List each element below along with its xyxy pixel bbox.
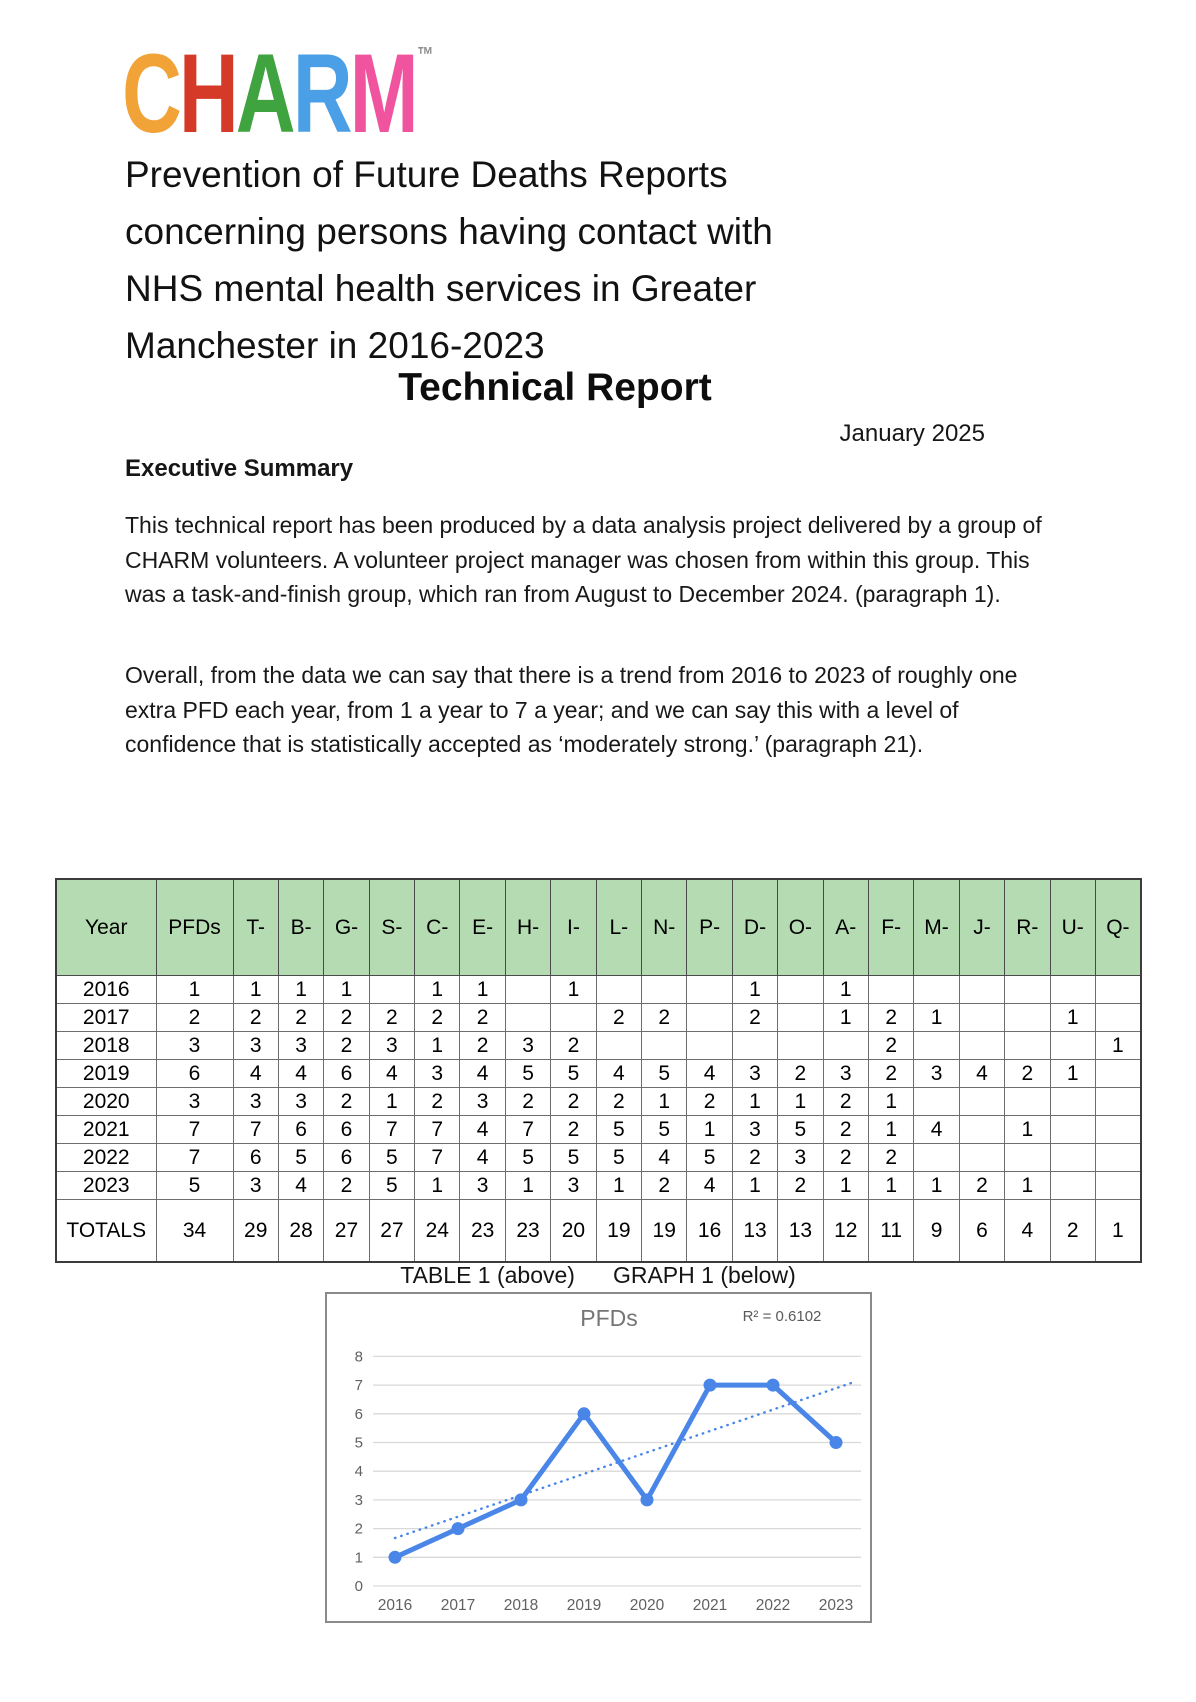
table-cell: 2 — [324, 1004, 369, 1032]
table-cell: 11 — [868, 1200, 913, 1263]
column-header: F- — [868, 879, 913, 976]
table-cell: 27 — [324, 1200, 369, 1263]
table-cell — [959, 1032, 1004, 1060]
table-row — [56, 1060, 1141, 1088]
table-cell: 19 — [596, 1200, 641, 1263]
table-cell: 2 — [1050, 1200, 1095, 1263]
table-cell: 2 — [596, 1004, 641, 1032]
table-cell: 4 — [687, 1172, 732, 1200]
table-cell — [914, 1032, 959, 1060]
data-point-marker — [389, 1551, 402, 1564]
title-line: concerning persons having contact with — [125, 211, 773, 252]
table-cell: 2 — [732, 1144, 777, 1172]
table-cell: 4 — [460, 1144, 505, 1172]
table-cell: 5 — [156, 1172, 233, 1200]
table-cell: 2023 — [56, 1172, 156, 1200]
table-cell: 6 — [233, 1144, 278, 1172]
table-row — [56, 1116, 1141, 1144]
table-cell — [1050, 1144, 1095, 1172]
table-cell: 1 — [415, 976, 460, 1004]
table-cell: 3 — [460, 1172, 505, 1200]
table-cell: 1 — [732, 1088, 777, 1116]
table-cell: 5 — [551, 1060, 596, 1088]
table-cell: 1 — [505, 1172, 550, 1200]
table-cell — [1095, 1144, 1140, 1172]
table-cell — [823, 1032, 868, 1060]
table-cell: 2 — [823, 1116, 868, 1144]
table-cell: 2 — [1005, 1060, 1050, 1088]
table-cell: 2 — [156, 1004, 233, 1032]
logo-letter: H — [178, 31, 236, 156]
table-cell — [914, 976, 959, 1004]
data-point-marker — [767, 1379, 780, 1392]
column-header: Year — [56, 879, 156, 976]
table-cell: 2 — [823, 1088, 868, 1116]
table-cell: 1 — [732, 1172, 777, 1200]
table-cell: 7 — [505, 1116, 550, 1144]
column-header: N- — [642, 879, 687, 976]
table-cell: 2021 — [56, 1116, 156, 1144]
table-cell — [1005, 976, 1050, 1004]
column-header: B- — [278, 879, 323, 976]
table-cell: 4 — [914, 1116, 959, 1144]
table-cell — [959, 1004, 1004, 1032]
table-cell: 5 — [596, 1144, 641, 1172]
column-header: C- — [415, 879, 460, 976]
table-cell: 2 — [642, 1004, 687, 1032]
table-cell: 5 — [369, 1144, 414, 1172]
table-cell: 2 — [415, 1088, 460, 1116]
y-axis-tick-label: 3 — [354, 1491, 363, 1509]
x-axis-tick-label: 2017 — [440, 1597, 476, 1614]
table-cell: 3 — [156, 1088, 233, 1116]
y-axis-tick-label: 0 — [354, 1578, 363, 1595]
table-cell: 2016 — [56, 976, 156, 1004]
table-cell: 4 — [596, 1060, 641, 1088]
document-subtitle: Technical Report — [398, 366, 712, 409]
table-cell: 23 — [505, 1200, 550, 1263]
table-cell: 6 — [156, 1060, 233, 1088]
table-cell: 1 — [551, 976, 596, 1004]
table-row — [56, 976, 1141, 1004]
table-caption-label: TABLE 1 (above) — [400, 1262, 575, 1288]
table-cell: 4 — [278, 1060, 323, 1088]
table-cell: 4 — [369, 1060, 414, 1088]
table-cell — [1050, 1172, 1095, 1200]
table-cell: 1 — [823, 1004, 868, 1032]
column-header: L- — [596, 879, 641, 976]
table-cell — [551, 1004, 596, 1032]
table-cell: 6 — [324, 1116, 369, 1144]
table-cell: 6 — [278, 1116, 323, 1144]
table-cell: 6 — [324, 1060, 369, 1088]
data-point-marker — [578, 1407, 591, 1420]
table-cell: 12 — [823, 1200, 868, 1263]
table-cell — [914, 1144, 959, 1172]
table-cell: 1 — [596, 1172, 641, 1200]
table-cell — [687, 1004, 732, 1032]
table-cell: 2 — [642, 1172, 687, 1200]
title-line: Manchester in 2016-2023 — [125, 325, 545, 366]
table-cell: 1 — [868, 1088, 913, 1116]
table-cell: 5 — [551, 1144, 596, 1172]
y-axis-tick-label: 1 — [354, 1549, 363, 1567]
executive-summary-heading: Executive Summary — [125, 455, 354, 482]
table-cell: 24 — [415, 1200, 460, 1263]
table-cell: 2 — [778, 1172, 823, 1200]
table-cell — [1005, 1032, 1050, 1060]
y-axis-tick-label: 2 — [354, 1520, 363, 1538]
table-cell: 2 — [551, 1116, 596, 1144]
table-cell: 1 — [823, 976, 868, 1004]
document-title — [125, 146, 1025, 374]
table-cell: 2 — [278, 1004, 323, 1032]
table-cell — [687, 976, 732, 1004]
x-axis-tick-label: 2021 — [692, 1597, 728, 1614]
table-cell: 1 — [460, 976, 505, 1004]
table-graph-caption — [0, 1262, 1196, 1289]
table-cell: 1 — [687, 1116, 732, 1144]
table-cell: 1 — [1050, 1004, 1095, 1032]
table-cell: 2 — [959, 1172, 1004, 1200]
pfds-line-chart — [327, 1294, 870, 1621]
table-cell: 3 — [823, 1060, 868, 1088]
table-cell: 3 — [914, 1060, 959, 1088]
table-cell — [1005, 1004, 1050, 1032]
table-cell: 2 — [868, 1060, 913, 1088]
table-cell — [778, 1032, 823, 1060]
table-cell: 2 — [868, 1144, 913, 1172]
logo-letter: M — [349, 31, 416, 156]
table-cell: 3 — [415, 1060, 460, 1088]
column-header: S- — [369, 879, 414, 976]
table-cell: 1 — [1095, 1032, 1140, 1060]
table-cell — [505, 1004, 550, 1032]
report-date: January 2025 — [839, 420, 985, 447]
table-cell: 3 — [505, 1032, 550, 1060]
table-cell: 1 — [823, 1172, 868, 1200]
data-point-marker — [452, 1522, 465, 1535]
table-cell: 20 — [551, 1200, 596, 1263]
table-cell: 1 — [914, 1004, 959, 1032]
table-cell: 5 — [596, 1116, 641, 1144]
trendline — [395, 1383, 851, 1538]
column-header: H- — [505, 879, 550, 976]
table-cell: 5 — [687, 1144, 732, 1172]
table-cell: 4 — [642, 1144, 687, 1172]
table-cell: 5 — [778, 1116, 823, 1144]
data-point-marker — [515, 1493, 528, 1506]
table-cell: 4 — [1005, 1200, 1050, 1263]
table-cell: TOTALS — [56, 1200, 156, 1263]
summary-paragraph-2: Overall, from the data we can say that there is a trend from 2016 to 2023 of roughly one extra PFD each year, from 1 a year to 7 a year; and we can say this with a level of confidence that is statistically accepted as ‘moderately strong.’ (paragraph 21). — [125, 662, 1018, 757]
table-cell — [505, 976, 550, 1004]
table-cell: 2 — [778, 1060, 823, 1088]
table-cell: 23 — [460, 1200, 505, 1263]
table-cell: 1 — [415, 1172, 460, 1200]
graph-1 — [325, 1292, 872, 1623]
table-cell: 2 — [551, 1088, 596, 1116]
table-cell — [868, 976, 913, 1004]
table-cell — [778, 976, 823, 1004]
table-cell — [1095, 976, 1140, 1004]
table-cell — [596, 976, 641, 1004]
table-cell: 2 — [415, 1004, 460, 1032]
column-header: Q- — [1095, 879, 1140, 976]
table-cell: 5 — [505, 1060, 550, 1088]
table-cell: 34 — [156, 1200, 233, 1263]
table-cell: 19 — [642, 1200, 687, 1263]
table-cell: 2 — [369, 1004, 414, 1032]
table-cell: 1 — [778, 1088, 823, 1116]
table-cell: 6 — [324, 1144, 369, 1172]
x-axis-tick-label: 2018 — [503, 1597, 539, 1614]
column-header: M- — [914, 879, 959, 976]
table-row — [56, 1004, 1141, 1032]
table-cell: 2 — [551, 1032, 596, 1060]
table-cell: 1 — [1005, 1116, 1050, 1144]
y-axis-tick-label: 4 — [354, 1463, 363, 1481]
column-header: I- — [551, 879, 596, 976]
column-header: J- — [959, 879, 1004, 976]
table-cell — [914, 1088, 959, 1116]
table-cell — [1050, 1116, 1095, 1144]
column-header: E- — [460, 879, 505, 976]
x-axis-tick-label: 2022 — [755, 1597, 791, 1614]
table-cell — [959, 1144, 1004, 1172]
table-1 — [55, 878, 1142, 1263]
table-cell: 2 — [460, 1004, 505, 1032]
table-cell — [1095, 1172, 1140, 1200]
table-cell: 7 — [415, 1144, 460, 1172]
table-cell — [732, 1032, 777, 1060]
table-row — [56, 1172, 1141, 1200]
table-cell: 4 — [959, 1060, 1004, 1088]
table-cell: 13 — [732, 1200, 777, 1263]
table-cell: 1 — [278, 976, 323, 1004]
r-squared-label: R² = 0.6102 — [742, 1308, 822, 1325]
y-axis-tick-label: 7 — [354, 1377, 363, 1395]
table-row — [56, 1144, 1141, 1172]
table-cell: 1 — [914, 1172, 959, 1200]
table-cell: 3 — [156, 1032, 233, 1060]
table-cell: 1 — [156, 976, 233, 1004]
table-cell: 2 — [687, 1088, 732, 1116]
logo-letter: A — [235, 31, 293, 156]
table-cell: 3 — [278, 1088, 323, 1116]
table-cell: 4 — [687, 1060, 732, 1088]
table-cell: 5 — [505, 1144, 550, 1172]
table-cell: 4 — [233, 1060, 278, 1088]
table-cell: 3 — [732, 1060, 777, 1088]
table-cell: 1 — [369, 1088, 414, 1116]
table-row — [56, 1032, 1141, 1060]
table-cell: 2 — [233, 1004, 278, 1032]
table-cell: 7 — [369, 1116, 414, 1144]
table-cell: 7 — [415, 1116, 460, 1144]
y-axis-tick-label: 6 — [354, 1405, 363, 1423]
table-cell: 2017 — [56, 1004, 156, 1032]
table-cell — [1050, 1032, 1095, 1060]
table-body — [56, 976, 1141, 1263]
table-cell: 3 — [732, 1116, 777, 1144]
table-cell — [959, 1116, 1004, 1144]
table-cell: 2 — [823, 1144, 868, 1172]
table-cell: 1 — [415, 1032, 460, 1060]
table-cell — [1050, 976, 1095, 1004]
table-cell: 13 — [778, 1200, 823, 1263]
table-cell: 5 — [642, 1060, 687, 1088]
table-cell — [959, 1088, 1004, 1116]
column-header: U- — [1050, 879, 1095, 976]
column-header: R- — [1005, 879, 1050, 976]
table-cell: 1 — [732, 976, 777, 1004]
table-cell: 1 — [1005, 1172, 1050, 1200]
data-point-marker — [641, 1493, 654, 1506]
table-cell: 3 — [233, 1088, 278, 1116]
column-header: D- — [732, 879, 777, 976]
table-cell: 2 — [324, 1172, 369, 1200]
table-cell: 2 — [324, 1088, 369, 1116]
table-cell: 1 — [1095, 1200, 1140, 1263]
table-cell: 3 — [278, 1032, 323, 1060]
summary-paragraph-1: This technical report has been produced by a data analysis project delivered by a group of CHARM volunteers. A volunteer project manager was chosen from within this group. This was a task-and-finish group, which ran from August to December 2024. (paragraph 1). — [125, 512, 1042, 607]
table-cell: 3 — [778, 1144, 823, 1172]
table-cell: 3 — [460, 1088, 505, 1116]
column-header: T- — [233, 879, 278, 976]
table-cell: 7 — [156, 1144, 233, 1172]
graph-caption-label: GRAPH 1 (below) — [612, 1262, 796, 1288]
chart-title: PFDs — [580, 1305, 638, 1331]
table-cell: 5 — [369, 1172, 414, 1200]
table-cell: 29 — [233, 1200, 278, 1263]
table-cell: 16 — [687, 1200, 732, 1263]
table-cell: 2022 — [56, 1144, 156, 1172]
column-header: O- — [778, 879, 823, 976]
trademark-symbol: ™ — [417, 42, 431, 67]
charm-logo-letters — [122, 31, 431, 156]
x-axis-tick-label: 2020 — [629, 1597, 665, 1614]
table-cell — [596, 1032, 641, 1060]
table-cell — [1095, 1116, 1140, 1144]
table-cell: 3 — [369, 1032, 414, 1060]
table-cell: 1 — [324, 976, 369, 1004]
table-cell: 2018 — [56, 1032, 156, 1060]
title-line: NHS mental health services in Greater — [125, 268, 757, 309]
table-cell: 1 — [1050, 1060, 1095, 1088]
table-cell — [778, 1004, 823, 1032]
column-header: P- — [687, 879, 732, 976]
table-cell — [1095, 1088, 1140, 1116]
table-cell: 1 — [233, 976, 278, 1004]
table-cell: 9 — [914, 1200, 959, 1263]
table-cell — [959, 976, 1004, 1004]
table-cell: 28 — [278, 1200, 323, 1263]
table-cell: 2 — [596, 1088, 641, 1116]
x-axis-tick-label: 2016 — [377, 1597, 413, 1614]
table-cell: 1 — [642, 1088, 687, 1116]
table-cell: 3 — [233, 1172, 278, 1200]
table-row — [56, 1088, 1141, 1116]
column-header: G- — [324, 879, 369, 976]
x-axis-tick-label: 2023 — [818, 1597, 854, 1614]
table-header — [56, 879, 1141, 976]
table-cell — [687, 1032, 732, 1060]
table-cell: 2 — [732, 1004, 777, 1032]
table-cell: 1 — [868, 1172, 913, 1200]
table-cell: 2 — [868, 1032, 913, 1060]
table-cell: 5 — [278, 1144, 323, 1172]
table-cell — [369, 976, 414, 1004]
table-cell — [1095, 1004, 1140, 1032]
table-cell: 1 — [868, 1116, 913, 1144]
x-axis-tick-label: 2019 — [566, 1597, 602, 1614]
table-cell: 2 — [324, 1032, 369, 1060]
column-header: A- — [823, 879, 868, 976]
table-cell: 2 — [460, 1032, 505, 1060]
table-header-row — [56, 879, 1141, 976]
y-axis-tick-label: 8 — [354, 1348, 363, 1366]
table-cell: 4 — [278, 1172, 323, 1200]
table-cell: 2 — [868, 1004, 913, 1032]
column-header: PFDs — [156, 879, 233, 976]
table-cell: 2020 — [56, 1088, 156, 1116]
table-cell — [642, 976, 687, 1004]
title-line: Prevention of Future Deaths Reports — [125, 154, 728, 195]
table-cell: 3 — [233, 1032, 278, 1060]
charm-logo — [122, 31, 537, 156]
table-cell — [1005, 1088, 1050, 1116]
table-cell: 7 — [233, 1116, 278, 1144]
table-cell: 2019 — [56, 1060, 156, 1088]
table-cell: 4 — [460, 1116, 505, 1144]
table-cell — [642, 1032, 687, 1060]
table-cell — [1095, 1060, 1140, 1088]
table-cell: 4 — [460, 1060, 505, 1088]
data-point-marker — [704, 1379, 717, 1392]
totals-row — [56, 1200, 1141, 1263]
table-cell: 7 — [156, 1116, 233, 1144]
table-cell: 3 — [551, 1172, 596, 1200]
table-cell — [1050, 1088, 1095, 1116]
table-cell: 5 — [642, 1116, 687, 1144]
table-cell — [1005, 1144, 1050, 1172]
data-point-marker — [830, 1436, 843, 1449]
logo-letter: R — [292, 31, 350, 156]
y-axis-tick-label: 5 — [354, 1434, 363, 1452]
logo-letter: C — [122, 31, 179, 156]
table-cell: 27 — [369, 1200, 414, 1263]
table-cell: 2 — [505, 1088, 550, 1116]
table-cell: 6 — [959, 1200, 1004, 1263]
